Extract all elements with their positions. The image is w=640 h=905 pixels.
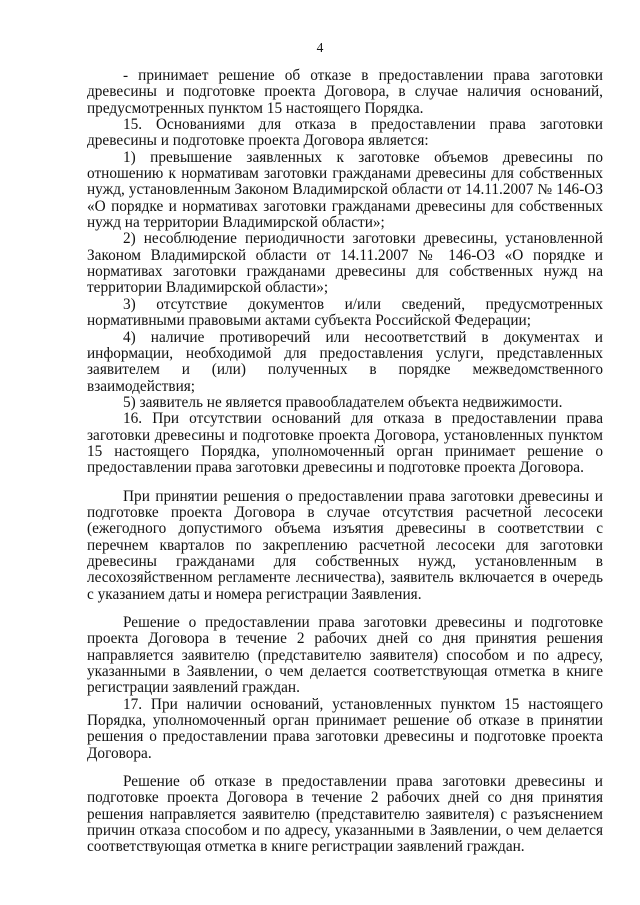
paragraph-ground-4: 4) наличие противоречий или несоответствий в документах и информации, необходимой для предоставления услуги, представленных заявителем и (или) полученных в порядке межведомственного взаимодействия;: [87, 328, 603, 395]
paragraph-ground-1: 1) превышение заявленных к заготовке объемов древесины по отношению к нормативам заготовки гражданами древесины для собственных нужд, установленным Законом Владимирской области от 14.11.2007 № 146-ОЗ «О порядке и нормативах заготовки гражданами древесины для собственных нужд на территории Владимирской области»;: [87, 148, 603, 232]
paragraph-clause-16: 16. При отсутствии оснований для отказа в предоставлении права заготовки древесины и подготовке проекта Договора, установленных пунктом 15 настоящего Порядка, уполномоченный орган принимает решение о предоставлении права заготовки древесины и подготовке проекта Договора.: [87, 410, 603, 477]
paragraph-clause-17: 17. При наличии оснований, установленных пунктом 15 настоящего Порядка, уполномоченный орган принимает решение об отказе в принятии решения о предоставлении права заготовки древесины и подготовке проекта Договора.: [87, 695, 603, 762]
paragraph-decision-refusal: - принимает решение об отказе в предоставлении права заготовки древесины и подготовке проекта Договора, в случае наличия оснований, предусмотренных пунктом 15 настоящего Порядка.: [87, 67, 603, 117]
page-number: 4: [316, 40, 324, 55]
paragraph-clause-15-grounds: 15. Основаниями для отказа в предоставлении права заготовки древесины и подготовке проекта Договора является:: [87, 116, 603, 150]
paragraph-ground-5: 5) заявитель не является правообладателем объекта недвижимости.: [123, 393, 563, 411]
document-body: [87, 68, 603, 856]
paragraph-queue-registration: При принятии решения о предоставлении права заготовки древесины и подготовке проекта Договора в случае отсутствия расчетной лесосеки (ежегодного допустимого объема изъятия древесины в соответствии с перечнем кварталов по закреплению расчетной лесосеки для заготовки древесины гражданами для собственных нужд, установленным в лесохозяйственном регламенте лесничества), заявитель включается в очередь с указанием даты и номера регистрации Заявления.: [87, 487, 603, 603]
paragraph-ground-2: 2) несоблюдение периодичности заготовки древесины, установленной Законом Владимирской области от 14.11.2007 № 146-ОЗ «О порядке и нормативах заготовки гражданами древесины для собственных нужд на территории Владимирской области»;: [87, 230, 603, 297]
paragraph-decision-notification: Решение о предоставлении права заготовки древесины и подготовке проекта Договора в течение 2 рабочих дней со дня принятия решения направляется заявителю (представителю заявителя) способом и по адресу, указанными в Заявлении, о чем делается соответствующая отметка в книге регистрации заявлений граждан.: [87, 614, 603, 697]
paragraph-ground-3: 3) отсутствие документов и/или сведений, предусмотренных нормативными правовыми актами субъекта Российской Федерации;: [87, 295, 603, 330]
paragraph-refusal-notification: Решение об отказе в предоставлении права заготовки древесины и подготовке проекта Договора в течение 2 рабочих дней со дня принятия решения направляется заявителю (представителю заявителя) с разъяснением причин отказа способом и по адресу, указанными в Заявлении, о чем делается соответствующая отметка в книге регистрации заявлений граждан.: [87, 773, 603, 856]
